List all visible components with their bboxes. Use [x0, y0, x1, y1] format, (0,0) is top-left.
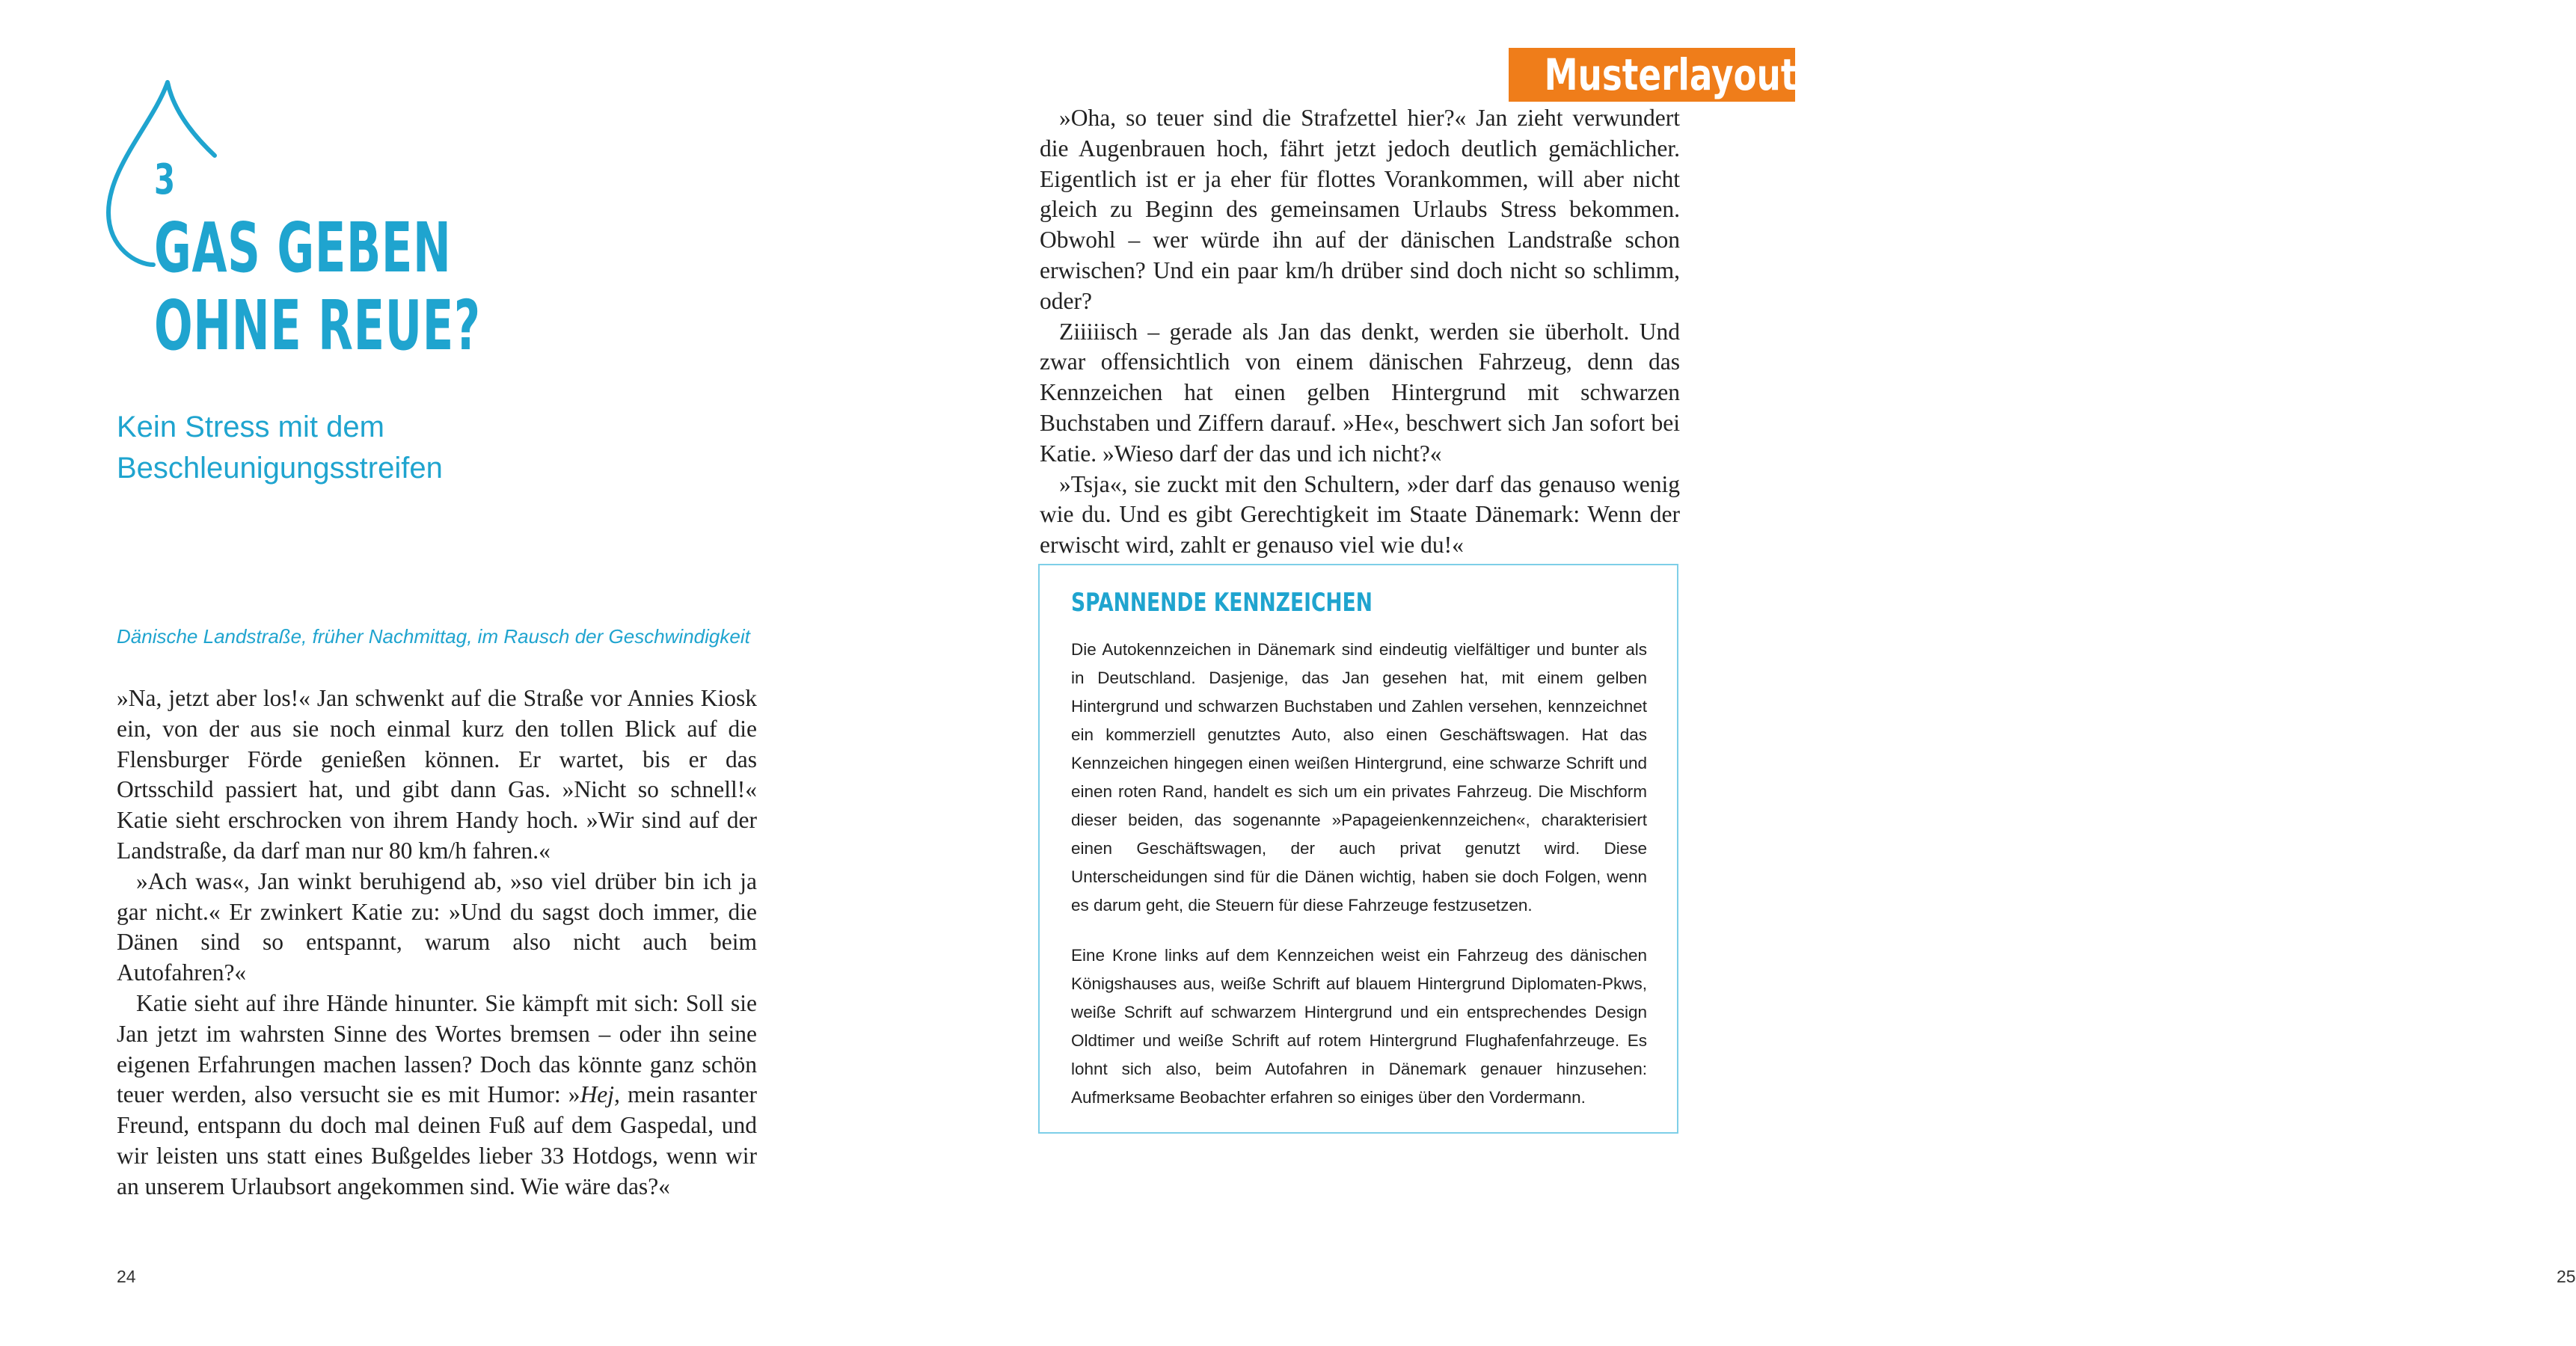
- info-box-paragraph: Eine Krone links auf dem Kennzeichen weist ein Fahrzeug des dänischen Königshauses aus, weiße Schrift auf blauem Hintergrund Diplomaten-Pkws, weiße Schrift auf schwarzem Hintergrund und ein entsprechendes Design Oldtimer und weiße Schrift auf rotem Hintergrund Flughafenfahrzeuge. Es lohnt sich also, beim Autofahren in Dänemark genauer hinzusehen: Aufmerksame Beobachter erfahren so einiges über den Vordermann.: [1071, 946, 1647, 1107]
- body-paragraph: [117, 989, 757, 1202]
- info-box: [1038, 564, 1678, 1134]
- badge-label: Musterlayout: [1544, 49, 1797, 100]
- right-body-text: [1040, 103, 1680, 561]
- chapter-title-line: GAS GEBEN: [154, 208, 452, 288]
- sample-layout-badge: [1509, 48, 1795, 102]
- italic-word: Hej,: [580, 1081, 620, 1108]
- subtitle-line: Beschleunigungsstreifen: [117, 452, 443, 485]
- body-paragraph: Ziiiiisch – gerade als Jan das denkt, werden sie überholt. Und zwar offensichtlich von einem dänischen Fahrzeug, denn das Kennzeichen hat einen gelben Hintergrund mit schwarzen Buchstaben und Ziffern darauf. »He«, beschwert sich Jan sofort bei Katie. »Wieso darf der das und ich nicht?«: [1040, 318, 1680, 467]
- body-paragraph: »Ach was«, Jan winkt beruhigend ab, »so viel drüber bin ich ja gar nicht.« Er zwinkert Katie zu: »Und du sagst doch immer, die Dänen sind so entspannt, warum also nicht auch beim Autofahren?«: [117, 867, 757, 986]
- body-paragraph: »Na, jetzt aber los!« Jan schwenkt auf die Straße vor Annies Kiosk ein, von der aus sie noch einmal kurz den tollen Blick auf die Flensburger Förde genießen können. Er wartet, bis er das Ortsschild passiert hat, und gibt dann Gas. »Nicht so schnell!« Katie sieht erschrocken von ihrem Handy hoch. »Wir sind auf der Landstraße, da darf man nur 80 km/h fahren.«: [117, 685, 757, 864]
- page-number: 25: [2557, 1267, 2576, 1286]
- chapter-subtitle: [117, 407, 640, 489]
- body-paragraph: »Tsja«, sie zuckt mit den Schultern, »der darf das genauso wenig wie du. Und es gibt Gerechtigkeit im Staate Dänemark: Wenn der erwischt wird, zahlt er genauso viel wie du!«: [1040, 470, 1680, 559]
- subtitle-line: Kein Stress mit dem: [117, 411, 384, 443]
- info-box-text: [1071, 636, 1647, 1112]
- info-box-title: SPANNENDE KENNZEICHEN: [1071, 588, 1373, 618]
- chapter-title: [154, 209, 481, 365]
- info-box-paragraph: Die Autokennzeichen in Dänemark sind eindeutig vielfältiger und bunter als in Deutschland. Dasjenige, das Jan gesehen hat, mit einem gelben Hintergrund und schwarzen Buchstaben und Zahlen versehen, kennzeichnet ein kommerziell genutztes Auto, also einen Geschäftswagen. Hat das Kennzeichen hingegen einen weißen Hintergrund, eine schwarze Schrift und einen roten Rand, handelt es sich um ein privates Fahrzeug. Die Mischform dieser beiden, das sogenannte »Papageienkennzeichen«, charakterisiert einen Geschäftswagen, der auch privat genutzt wird. Diese Unterscheidungen sind für die Dänen wichtig, haben sie doch Folgen, wenn es darum geht, die Steuern für diese Fahrzeuge festzusetzen.: [1071, 640, 1647, 915]
- paragraph-text: Katie sieht auf ihre Hände hinunter. Sie kämpft mit sich: Soll sie Jan jetzt im wahrsten Sinne des Wortes bremsen – oder ihn seine eigenen Erfahrungen machen lassen? Doch das könnte ganz schön teuer werden, also versucht sie es mit Humor: »: [117, 989, 757, 1108]
- left-page: [0, 0, 898, 1346]
- left-body-text: [117, 683, 757, 1202]
- chapter-number: 3: [154, 156, 176, 204]
- body-paragraph: »Oha, so teuer sind die Strafzettel hier?« Jan zieht verwundert die Augenbrauen hoch, fährt jetzt jedoch deutlich gemächlicher. Eigentlich ist er ja eher für flottes Vorankommen, will aber nicht gleich zu Beginn des gemeinsamen Urlaubs Stress bekommen. Obwohl – wer würde ihn auf der dänischen Landstraße schon erwischen? Und ein paar km/h drüber sind doch nicht so schlimm, oder?: [1040, 105, 1680, 314]
- paragraph-text: mein rasanter Freund, entspann du doch mal deinen Fuß auf dem Gaspedal, und wir leisten uns statt eines Bußgeldes lieber 33 Hotdogs, wenn wir an unserem Urlaubsort angekommen sind. Wie wäre das?«: [117, 1081, 757, 1199]
- chapter-title-line: OHNE REUE?: [154, 286, 481, 366]
- page-number: 24: [117, 1267, 136, 1286]
- scene-setting: Dänische Landstraße, früher Nachmittag, im Rausch der Geschwindigkeit: [117, 625, 750, 648]
